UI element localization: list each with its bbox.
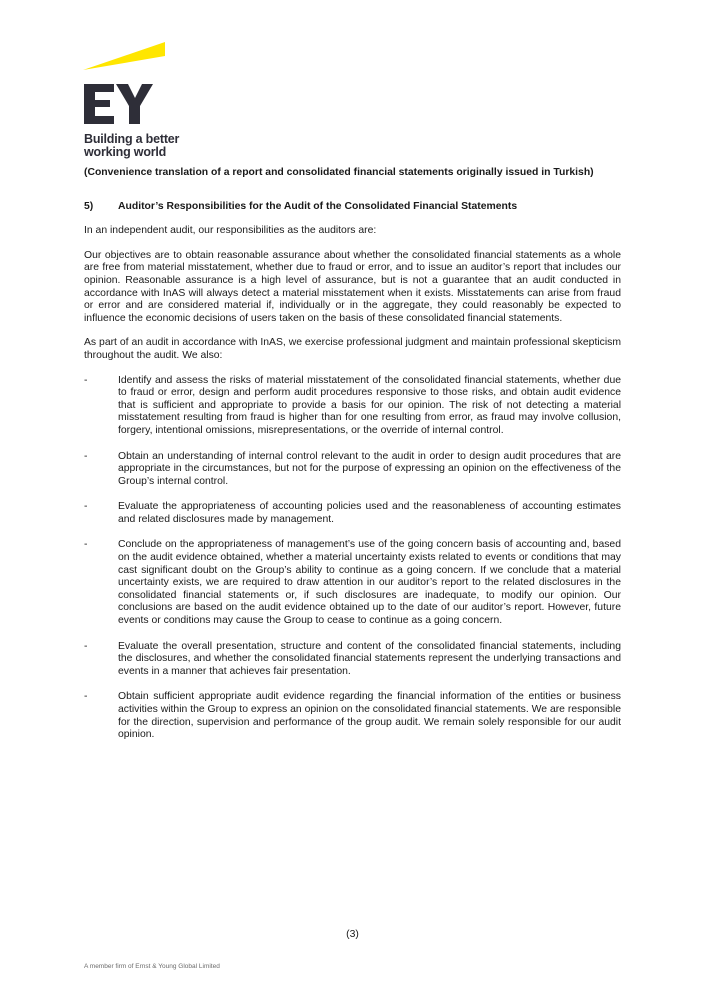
section-title: Auditor’s Responsibilities for the Audit of the Consolidated Financial Statements [118, 200, 518, 212]
bullet-text: Evaluate the appropriateness of accounting policies used and the reasonableness of accounting estimates and related disclosures made by management. [118, 501, 621, 525]
logo-e-bottom [84, 116, 114, 124]
page-number: (3) [346, 929, 359, 940]
tagline-line-1: Building a better [84, 132, 180, 146]
paragraph-objectives: Our objectives are to obtain reasonable assurance about whether the consolidated financial statements as a whole are free from material misstatement, whether due to fraud or error, and to issue an auditor’s report that includes our opinion. Reasonable assurance is a high level of assurance, but is not a guarantee that an audit conducted in accordance with InAS will always detect a material misstatement when it exists. Misstatements can arise from fraud or error and are considered material if, individually or in the aggregate, they could reasonably be expected to influence the economic decisions of users taken on the basis of these consolidated financial statements. [84, 249, 621, 324]
bullet-dash: - [84, 691, 88, 703]
bullet-dash: - [84, 450, 88, 462]
logo-y-shape [116, 84, 153, 124]
bullet-dash: - [84, 539, 88, 551]
footer-member-firm: A member firm of Ernst & Young Global Limited [84, 963, 220, 970]
responsibilities-list [84, 375, 621, 742]
list-item [84, 691, 621, 741]
list-item [84, 641, 621, 679]
logo-e-middle [84, 100, 110, 107]
ey-logo-mark [83, 40, 193, 130]
paragraph-intro: In an independent audit, our responsibilities as the auditors are: [84, 225, 377, 237]
list-item [84, 539, 621, 627]
bullet-dash: - [84, 374, 88, 386]
logo-e-top [84, 84, 114, 92]
logo-beam-shape [83, 42, 165, 70]
convenience-translation-note: (Convenience translation of a report and consolidated financial statements originally issued in Turkish) [84, 167, 594, 178]
list-item [84, 375, 621, 438]
section-heading [84, 201, 621, 214]
bullet-text: Obtain an understanding of internal control relevant to the audit in order to design audit procedures that are appropriate in the circumstances, but not for the purpose of expressing an opinion on the effectiveness of the Group’s internal control. [118, 450, 621, 487]
bullet-dash: - [84, 640, 88, 652]
list-item [84, 501, 621, 526]
bullet-dash: - [84, 501, 88, 513]
paragraph-professional-judgment: As part of an audit in accordance with InAS, we exercise professional judgment and maintain professional skepticism throughout the audit. We also: [84, 337, 621, 361]
brand-tagline [84, 133, 179, 159]
report-body [84, 167, 621, 755]
bullet-text: Evaluate the overall presentation, structure and content of the consolidated financial statements, including the disclosures, and whether the consolidated financial statements represent the underlying transactions and events in a manner that achieves fair presentation. [118, 640, 621, 677]
bullet-text: Conclude on the appropriateness of management’s use of the going concern basis of accounting and, based on the audit evidence obtained, whether a material uncertainty exists related to events or conditions that may cast significant doubt on the Group’s ability to continue as a going concern. If we conclude that a material uncertainty exists, we are required to draw attention in our auditor’s report to the related disclosures in the consolidated financial statements or, if such disclosures are inadequate, to modify our opinion. Our conclusions are based on the audit evidence obtained up to the date of our auditor’s report. However, future events or conditions may cause the Group to cease to continue as a going concern. [118, 539, 621, 627]
bullet-text: Identify and assess the risks of material misstatement of the consolidated financial statements, whether due to fraud or error, design and perform audit procedures responsive to those risks, and obtain audit evidence that is sufficient and appropriate to provide a basis for our opinion. The risk of not detecting a material misstatement resulting from fraud is higher than for one resulting from error, as fraud may involve collusion, forgery, intentional omissions, misrepresentations, or the override of internal control. [118, 374, 621, 436]
section-number: 5) [84, 200, 94, 212]
list-item [84, 451, 621, 489]
tagline-line-2: working world [84, 145, 167, 159]
bullet-text: Obtain sufficient appropriate audit evidence regarding the financial information of the entities or business activities within the Group to express an opinion on the consolidated financial statements. We are responsible for the direction, supervision and performance of the group audit. We remain solely responsible for our audit opinion. [118, 691, 621, 741]
